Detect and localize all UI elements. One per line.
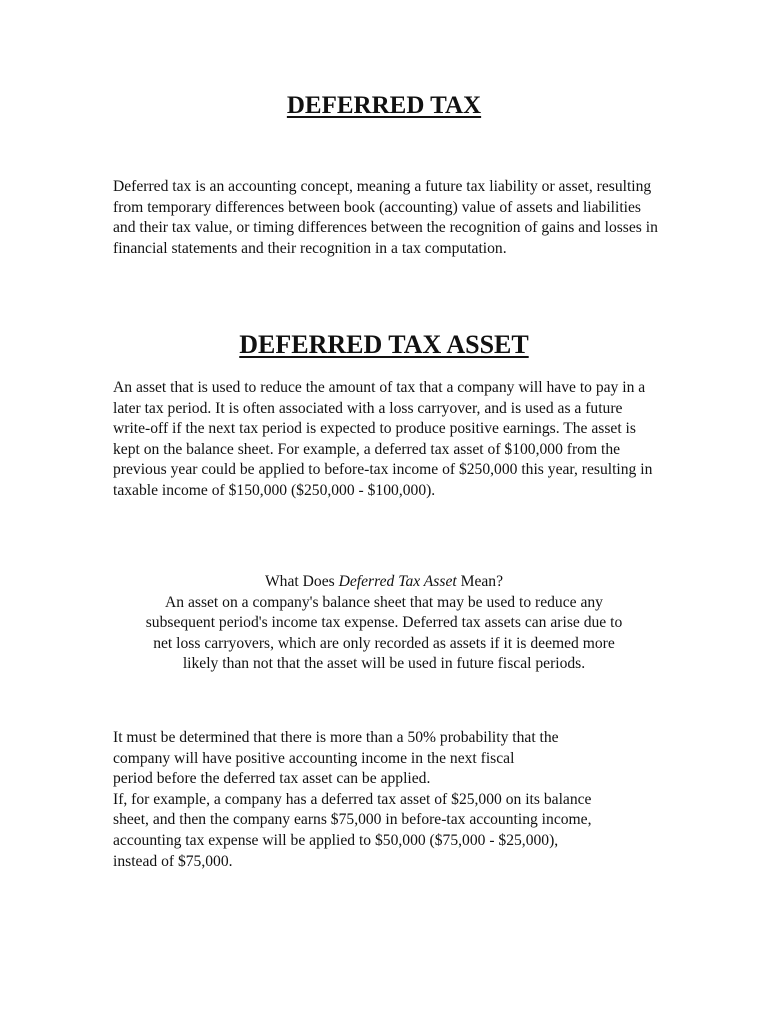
paragraph-line: instead of $75,000. bbox=[113, 852, 233, 870]
definition-question bbox=[100, 572, 668, 593]
definition-line: likely than not that the asset will be used in future fiscal periods. bbox=[182, 655, 586, 673]
paragraph-line: sheet, and then the company earns $75,000 in before-tax accounting income, bbox=[113, 811, 592, 829]
intro-paragraph: Deferred tax is an accounting concept, meaning a future tax liability or asset, resulting from temporary differences between book (accounting) value of assets and liabilities and their tax value, or timing differences between the recognition of gains and losses in financial statements and their recognition in a tax computation. bbox=[113, 178, 658, 257]
definition-block bbox=[100, 572, 668, 675]
definition-line: subsequent period's income tax expense. Deferred tax assets can arise due to bbox=[145, 614, 623, 632]
paragraph-line: accounting tax expense will be applied to $50,000 ($75,000 - $25,000), bbox=[113, 831, 559, 849]
paragraph-line: If, for example, a company has a deferred tax asset of $25,000 on its balance bbox=[113, 790, 592, 808]
definition-line: net loss carryovers, which are only recorded as assets if it is deemed more bbox=[153, 634, 615, 652]
question-prefix: What Does bbox=[264, 573, 339, 590]
paragraph-line: company will have positive accounting income in the next fiscal bbox=[113, 749, 515, 767]
section-title: DEFERRED TAX ASSET bbox=[239, 330, 529, 359]
question-suffix: Mean? bbox=[456, 573, 504, 590]
paragraph-line: It must be determined that there is more than a 50% probability that the bbox=[113, 729, 559, 746]
paragraph-line: period before the deferred tax asset can be applied. bbox=[113, 770, 431, 788]
probability-paragraph bbox=[113, 728, 658, 872]
question-term: Deferred Tax Asset bbox=[338, 573, 457, 590]
asset-paragraph: An asset that is used to reduce the amount of tax that a company will have to pay in a later tax period. It is often associated with a loss carryover, and is used as a future write-off if the next tax period is expected to produce positive earnings. The asset is kept on the balance sheet. For example, a deferred tax asset of $100,000 from the previous year could be applied to before-tax income of $250,000 this year, resulting in taxable income of $150,000 ($250,000 - $100,000). bbox=[113, 379, 653, 499]
definition-line: An asset on a company's balance sheet that may be used to reduce any bbox=[165, 593, 603, 611]
document-title: DEFERRED TAX bbox=[286, 92, 482, 119]
